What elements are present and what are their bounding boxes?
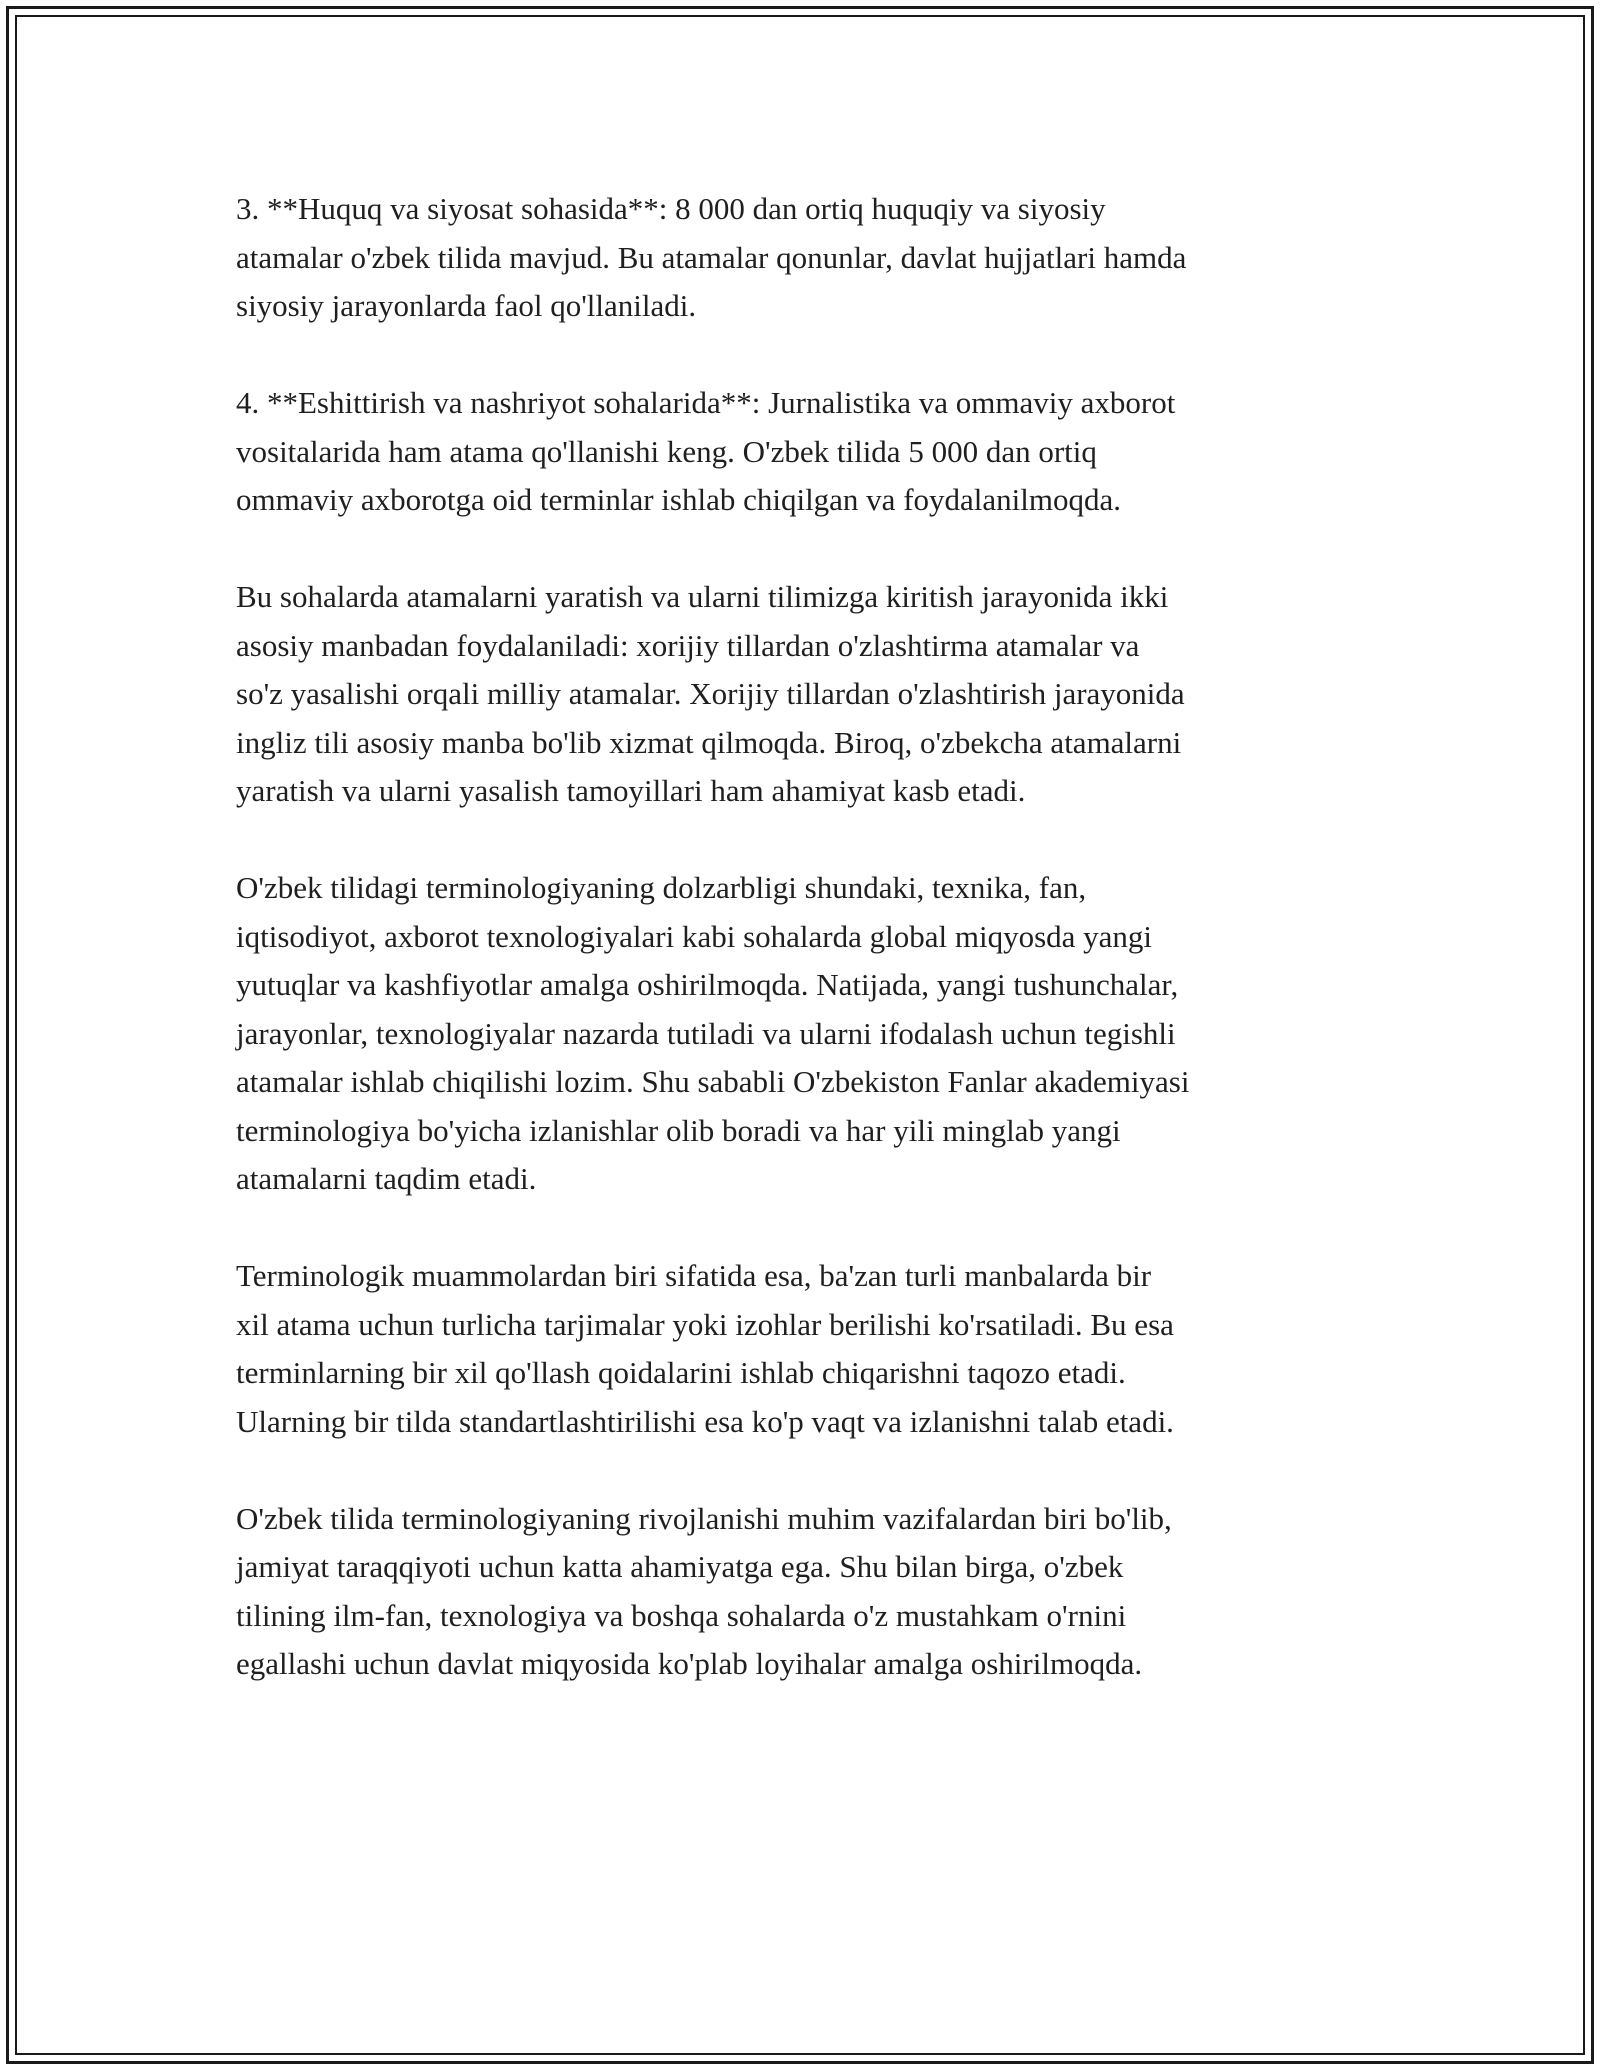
- paragraph-term-sources: [236, 573, 1386, 816]
- text-line: asosiy manbadan foydalaniladi: xorijiy tillardan o'zlashtirma atamalar va: [236, 627, 1140, 663]
- text-line: terminlarning bir xil qo'llash qoidalarini ishlab chiqarishni taqozo etadi.: [236, 1355, 1126, 1390]
- text-line: yaratish va ularni yasalish tamoyillari ham ahamiyat kasb etadi.: [236, 773, 1026, 808]
- text-line: Ularning bir tilda standartlashtirilishi esa ko'p vaqt va izlanishni talab etadi.: [236, 1403, 1174, 1439]
- text-line: jarayonlar, texnologiyalar nazarda tutiladi va ularni ifodalash uchun tegishli: [236, 1015, 1176, 1051]
- text-line: iqtisodiyot, axborot texnologiyalari kabi sohalarda global miqyosda yangi: [236, 918, 1153, 954]
- text-line: terminologiya bo'yicha izlanishlar olib boradi va har yili minglab yangi: [236, 1112, 1121, 1148]
- paragraph-conclusion: [236, 1495, 1386, 1689]
- text-line: yutuqlar va kashfiyotlar amalga oshirilmoqda. Natijada, yangi tushunchalar,: [236, 967, 1179, 1002]
- document-body: [236, 185, 1386, 1737]
- text-line: atamalarni taqdim etadi.: [236, 1161, 537, 1196]
- text-line: jamiyat taraqqiyoti uchun katta ahamiyatga ega. Shu bilan birga, o'zbek: [236, 1549, 1124, 1584]
- text-line: xil atama uchun turlicha tarjimalar yoki izohlar berilishi ko'rsatiladi. Bu esa: [236, 1306, 1174, 1342]
- text-line: O'zbek tilida terminologiyaning rivojlanishi muhim vazifalardan biri bo'lib,: [236, 1500, 1172, 1536]
- text-line: egallashi uchun davlat miqyosida ko'plab loyihalar amalga oshirilmoqda.: [236, 1646, 1143, 1681]
- text-line: so'z yasalishi orqali milliy atamalar. Xorijiy tillardan o'zlashtirish jarayonida: [236, 676, 1185, 711]
- text-line: Bu sohalarda atamalarni yaratish va ularni tilimizga kiritish jarayonida ikki: [236, 579, 1169, 614]
- text-line: 4. **Eshittirish va nashriyot sohalarida**: Jurnalistika va ommaviy axborot: [236, 385, 1176, 420]
- text-line: siyosiy jarayonlarda faol qo'llaniladi.: [236, 288, 697, 323]
- paragraph-broadcasting-publishing-terms: [236, 379, 1386, 525]
- text-line: tilining ilm-fan, texnologiya va boshqa sohalarda o'z mustahkam o'rnini: [236, 1597, 1127, 1633]
- text-line: atamalar o'zbek tilida mavjud. Bu atamalar qonunlar, davlat hujjatlari hamda: [236, 239, 1187, 275]
- text-line: atamalar ishlab chiqilishi lozim. Shu sababli O'zbekiston Fanlar akademiyasi: [236, 1064, 1190, 1099]
- text-line: 3. **Huquq va siyosat sohasida**: 8 000 dan ortiq huquqiy va siyosiy: [236, 191, 1106, 226]
- paragraph-legal-political-terms: [236, 185, 1386, 331]
- text-line: ingliz tili asosiy manba bo'lib xizmat qilmoqda. Biroq, o'zbekcha atamalarni: [236, 724, 1182, 760]
- text-line: vositalarida ham atama qo'llanishi keng. O'zbek tilida 5 000 dan ortiq: [236, 433, 1097, 469]
- paragraph-terminology-problems: [236, 1252, 1386, 1446]
- text-line: Terminologik muammolardan biri sifatida esa, ba'zan turli manbalarda bir: [236, 1258, 1152, 1293]
- text-line: ommaviy axborotga oid terminlar ishlab chiqilgan va foydalanilmoqda.: [236, 482, 1121, 517]
- text-line: O'zbek tilidagi terminologiyaning dolzarbligi shundaki, texnika, fan,: [236, 870, 1087, 905]
- paragraph-terminology-relevance: [236, 864, 1386, 1204]
